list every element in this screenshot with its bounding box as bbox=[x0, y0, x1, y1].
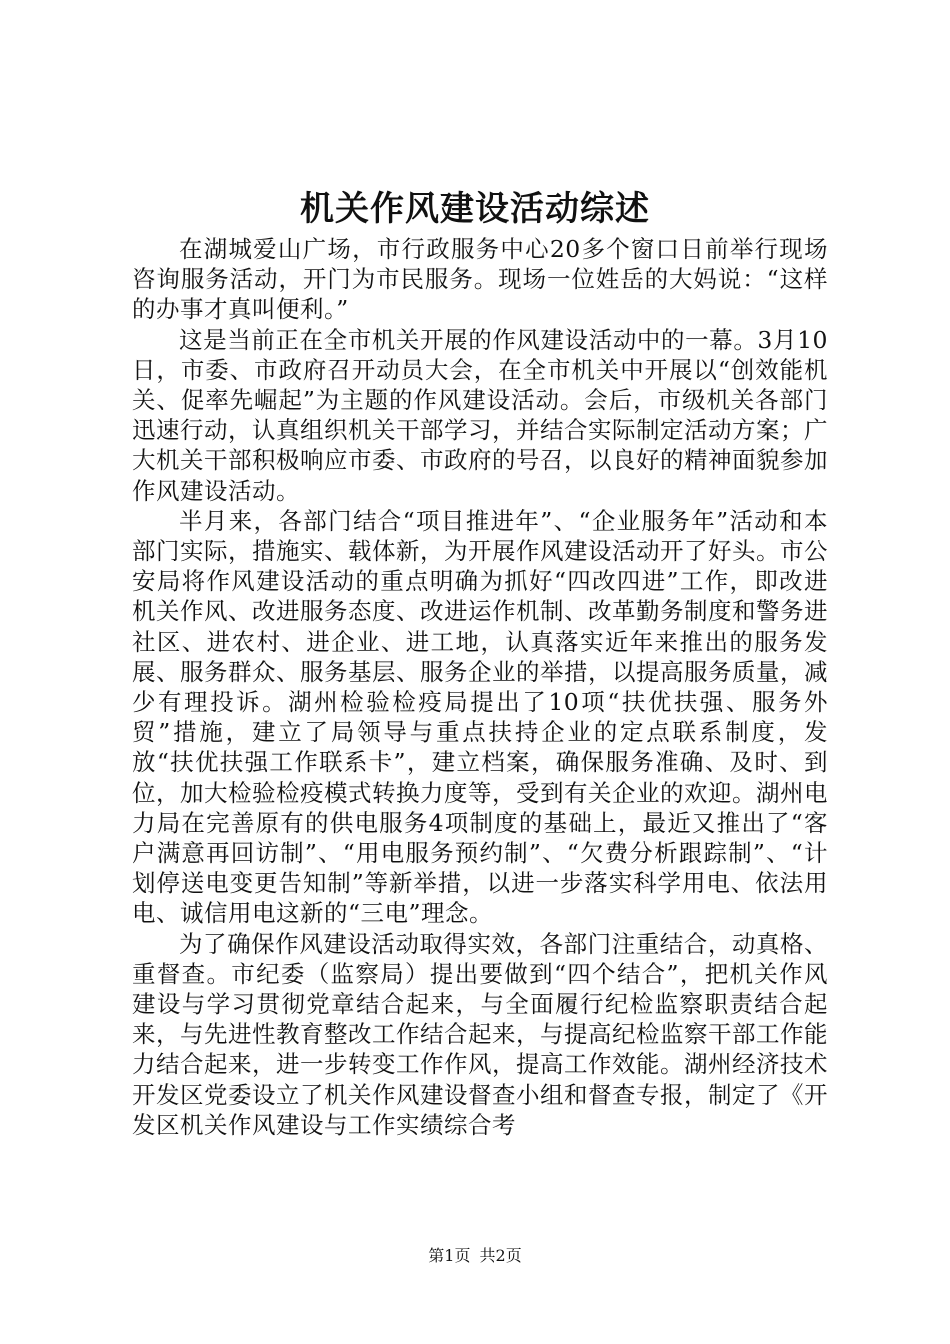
total-pages: 共2页 bbox=[479, 1246, 522, 1265]
page-footer bbox=[0, 1244, 950, 1268]
paragraph: 半月来，各部门结合“项目推进年”、“企业服务年”活动和本部门实际，措施实、载体新，为开展作风建设活动开了好头。市公安局将作风建设活动的重点明确为抓好“四改四进”工作，即改进机关作风、改进服务态度、改进运作机制、改革勤务制度和警务进社区、进农村、进企业、进工地，认真落实近年来推出的服务发展、服务群众、服务基层、服务企业的举措，以提高服务质量，减少有理投诉。湖州检验检疫局提出了10项“扶优扶强、服务外贸”措施，建立了局领导与重点扶持企业的定点联系制度，发放“扶优扶强工作联系卡”，建立档案，确保服务准确、及时、到位，加大检验检疫模式转换力度等，受到有关企业的欢迎。湖州电力局在完善原有的供电服务4项制度的基础上，最近又推出了“客户满意再回访制”、“用电服务预约制”、“欠费分析跟踪制”、“计划停送电变更告知制”等新举措，以进一步落实科学用电、依法用电、诚信用电这新的“三电”理念。 bbox=[132, 506, 828, 928]
page-number: 第1页 bbox=[428, 1246, 471, 1265]
document-body bbox=[132, 234, 828, 1140]
paragraph: 这是当前正在全市机关开展的作风建设活动中的一幕。3月10日，市委、市政府召开动员大会，在全市机关中开展以“创效能机关、促率先崛起”为主题的作风建设活动。会后，市级机关各部门迅速行动，认真组织机关干部学习，并结合实际制定活动方案；广大机关干部积极响应市委、市政府的号召，以良好的精神面貌参加作风建设活动。 bbox=[132, 325, 828, 505]
paragraph: 为了确保作风建设活动取得实效，各部门注重结合，动真格、重督查。市纪委（监察局）提出要做到“四个结合”，把机关作风建设与学习贯彻党章结合起来，与全面履行纪检监察职责结合起来，与先进性教育整改工作结合起来，与提高纪检监察干部工作能力结合起来，进一步转变工作作风，提高工作效能。湖州经济技术开发区党委设立了机关作风建设督查小组和督查专报，制定了《开发区机关作风建设与工作实绩综合考 bbox=[132, 929, 828, 1139]
paragraph: 在湖城爱山广场，市行政服务中心20多个窗口日前举行现场咨询服务活动，开门为市民服务。现场一位姓岳的大妈说：“这样的办事才真叫便利。” bbox=[132, 235, 828, 324]
document-title: 机关作风建设活动综述 bbox=[300, 189, 650, 229]
